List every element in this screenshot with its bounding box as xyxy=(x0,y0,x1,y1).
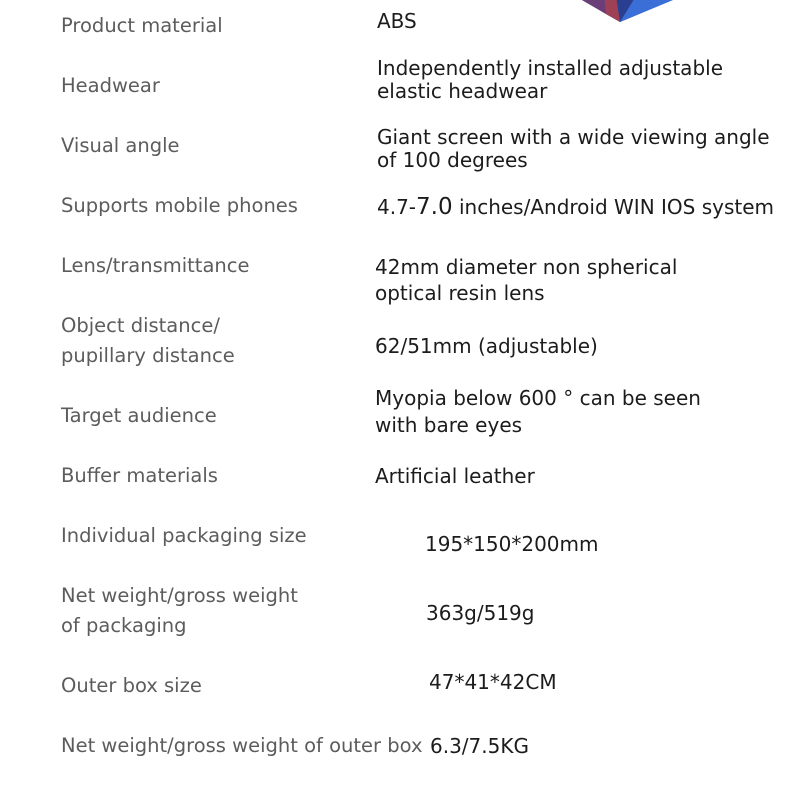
spec-value-phone-size-max: 7.0 xyxy=(416,194,453,220)
spec-value-lens-line-1: 42mm diameter non spherical xyxy=(375,255,678,279)
spec-label-net-gross-outer-box: Net weight/gross weight of outer box xyxy=(61,734,423,757)
spec-value-visual-angle-line-1: Giant screen with a wide viewing angle xyxy=(377,125,770,149)
spec-label-object-distance-line-2: pupillary distance xyxy=(61,344,235,367)
spec-label-net-gross-packaging-line-2: of packaging xyxy=(61,614,187,637)
spec-value-outer-box-size: 47*41*42CM xyxy=(429,670,557,694)
spec-value-lens-line-2: optical resin lens xyxy=(375,281,545,305)
spec-value-buffer-materials: Artificial leather xyxy=(375,464,535,488)
spec-label-visual-angle: Visual angle xyxy=(61,134,180,157)
spec-label-object-distance-line-1: Object distance/ xyxy=(61,314,220,337)
spec-value-phone-size-suffix: inches/Android WIN IOS system xyxy=(452,195,775,219)
spec-label-outer-box-size: Outer box size xyxy=(61,674,202,697)
spec-value-supports-mobile-phones xyxy=(377,195,774,219)
spec-value-visual-angle-line-2: of 100 degrees xyxy=(377,148,528,172)
spec-value-net-gross-packaging: 363g/519g xyxy=(426,601,535,625)
spec-value-target-audience-line-2: with bare eyes xyxy=(375,413,523,437)
spec-value-headwear-line-2: elastic headwear xyxy=(377,79,548,103)
spec-label-target-audience: Target audience xyxy=(61,404,217,427)
spec-value-target-audience-line-1: Myopia below 600 ° can be seen xyxy=(375,386,701,410)
spec-label-lens-transmittance: Lens/transmittance xyxy=(61,254,250,277)
spec-value-individual-packaging-size: 195*150*200mm xyxy=(425,532,599,556)
spec-value-headwear-line-1: Independently installed adjustable xyxy=(377,56,723,80)
spec-label-supports-mobile-phones: Supports mobile phones xyxy=(61,194,298,217)
spec-value-phone-size-prefix: 4.7- xyxy=(377,195,417,219)
spec-value-object-distance: 62/51mm (adjustable) xyxy=(375,334,598,358)
spec-label-headwear: Headwear xyxy=(61,74,160,97)
spec-label-individual-packaging-size: Individual packaging size xyxy=(61,524,307,547)
spec-label-product-material: Product material xyxy=(61,14,223,37)
spec-value-net-gross-outer-box: 6.3/7.5KG xyxy=(430,734,529,758)
spec-label-net-gross-packaging-line-1: Net weight/gross weight xyxy=(61,584,298,607)
spec-label-buffer-materials: Buffer materials xyxy=(61,464,218,487)
spec-value-product-material: ABS xyxy=(377,9,417,33)
